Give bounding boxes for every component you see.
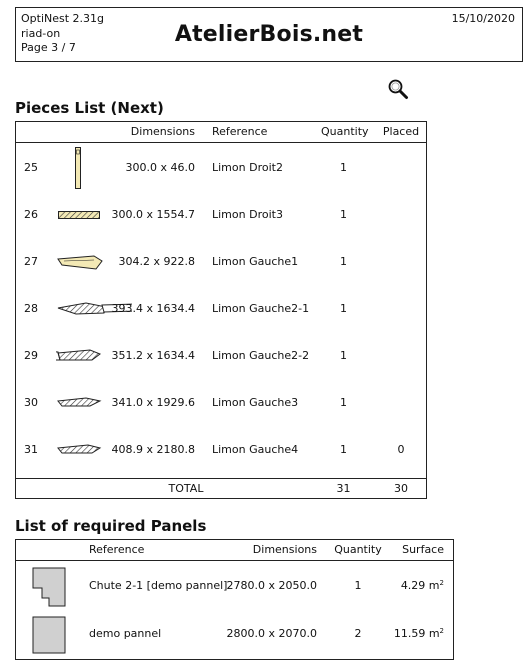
col-quantity: Quantity bbox=[321, 125, 369, 138]
piece-number: 30 bbox=[24, 396, 38, 409]
col-surface: Surface bbox=[402, 543, 444, 556]
pieces-table-header bbox=[16, 122, 426, 143]
table-row[interactable] bbox=[16, 286, 426, 333]
page-number: Page 3 / 7 bbox=[21, 41, 76, 54]
table-row[interactable] bbox=[16, 563, 453, 611]
piece-quantity: 1 bbox=[340, 396, 347, 409]
piece-reference: Limon Gauche1 bbox=[212, 255, 299, 268]
panel-surface: 4.29 $m^2$ bbox=[400, 579, 444, 592]
panel-dimensions: 2800.0 x 2070.0 bbox=[226, 627, 317, 640]
piece-quantity: 1 bbox=[340, 161, 347, 174]
panels-table bbox=[15, 539, 454, 660]
piece-reference: Limon Gauche3 bbox=[212, 396, 299, 409]
panel-surface: 11.59 $m^2$ bbox=[393, 627, 444, 640]
pieces-table bbox=[15, 121, 427, 499]
report-date: 15/10/2020 bbox=[451, 12, 515, 25]
panels-table-header bbox=[16, 540, 453, 561]
panel-dimensions: 2780.0 x 2050.0 bbox=[226, 579, 317, 592]
col-reference: Reference bbox=[89, 543, 145, 556]
col-dimensions: Dimensions bbox=[252, 543, 317, 556]
table-row[interactable] bbox=[16, 427, 426, 474]
piece-reference: Limon Droit3 bbox=[212, 208, 283, 221]
app-version: OptiNest 2.31g bbox=[21, 12, 105, 25]
panel-shape-thumbnail bbox=[31, 567, 67, 607]
piece-dimensions: 300.0 x 46.0 bbox=[125, 161, 195, 174]
total-label: TOTAL bbox=[168, 482, 204, 495]
total-quantity: 31 bbox=[336, 482, 351, 495]
piece-number: 27 bbox=[24, 255, 38, 268]
piece-dimensions: 393.4 x 1634.4 bbox=[111, 302, 195, 315]
app-mode: riad-on bbox=[21, 26, 61, 40]
total-placed: 30 bbox=[394, 482, 408, 495]
piece-shape-thumbnail bbox=[56, 145, 132, 192]
piece-reference: Limon Droit2 bbox=[212, 161, 283, 174]
piece-quantity: 1 bbox=[340, 255, 347, 268]
table-row[interactable] bbox=[16, 333, 426, 380]
piece-reference: Limon Gauche2-1 bbox=[212, 302, 310, 315]
piece-quantity: 1 bbox=[340, 443, 347, 456]
piece-number: 28 bbox=[24, 302, 38, 315]
report-header bbox=[15, 7, 523, 62]
piece-number: 31 bbox=[24, 443, 38, 456]
col-dimensions: Dimensions bbox=[130, 125, 195, 138]
piece-dimensions: 304.2 x 922.8 bbox=[118, 255, 195, 268]
piece-quantity: 1 bbox=[340, 302, 347, 315]
piece-number: 26 bbox=[24, 208, 38, 221]
piece-dimensions: 351.2 x 1634.4 bbox=[111, 349, 195, 362]
pieces-total-row bbox=[16, 478, 426, 499]
table-row[interactable] bbox=[16, 192, 426, 239]
table-row[interactable] bbox=[16, 380, 426, 427]
panel-reference: Chute 2-1 [demo pannel] bbox=[89, 579, 228, 592]
table-row[interactable] bbox=[16, 239, 426, 286]
piece-dimensions: 408.9 x 2180.8 bbox=[111, 443, 195, 456]
piece-dimensions: 341.0 x 1929.6 bbox=[111, 396, 195, 409]
panel-reference: demo pannel bbox=[89, 627, 162, 640]
piece-dimensions: 300.0 x 1554.7 bbox=[111, 208, 195, 221]
panel-quantity: 1 bbox=[354, 579, 362, 592]
piece-placed: 0 bbox=[397, 443, 405, 456]
piece-quantity: 1 bbox=[340, 349, 347, 362]
piece-number: 29 bbox=[24, 349, 38, 362]
panel-quantity: 2 bbox=[354, 627, 362, 640]
table-row[interactable] bbox=[16, 611, 453, 659]
pieces-list-title: Pieces List (Next) bbox=[15, 99, 164, 117]
table-row[interactable] bbox=[16, 145, 426, 192]
zoom-icon[interactable] bbox=[387, 78, 409, 100]
col-placed: Placed bbox=[382, 125, 420, 138]
piece-reference: Limon Gauche4 bbox=[212, 443, 299, 456]
piece-quantity: 1 bbox=[340, 208, 347, 221]
col-reference: Reference bbox=[212, 125, 268, 138]
col-quantity: Quantity bbox=[334, 543, 382, 556]
panels-list-title: List of required Panels bbox=[15, 517, 207, 535]
piece-reference: Limon Gauche2-2 bbox=[212, 349, 310, 362]
piece-number: 25 bbox=[24, 161, 38, 174]
site-title: AtelierBois.net bbox=[174, 22, 364, 47]
panel-shape-thumbnail bbox=[31, 615, 67, 655]
